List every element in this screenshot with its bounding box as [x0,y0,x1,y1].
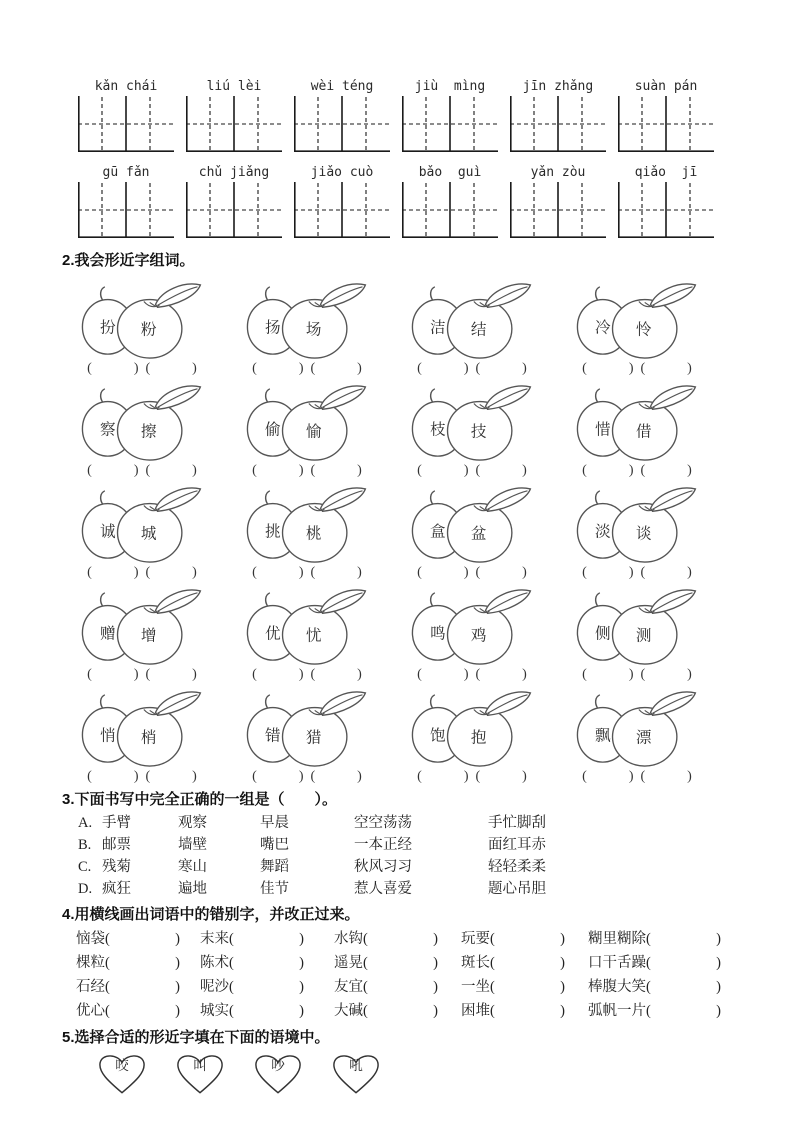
option-row [78,812,753,834]
pinyin-item [186,164,282,238]
answer-parens: ( ) ( ) [417,667,527,682]
similar-char-pair [227,587,387,683]
pinyin-label: jiǎo cuò [310,165,374,180]
similar-char-pair [227,689,387,785]
typo-word: 困堆 [461,1003,490,1019]
writing-grid [618,182,714,238]
option-row [78,856,753,878]
pair-right-char: 愉 [305,423,322,441]
pinyin-label: jīn zhǎng [522,79,594,94]
typo-word: 棒腹大笑 [588,979,646,995]
pair-right-char: 粉 [140,321,157,339]
answer-blank: ( ) [646,979,721,995]
typo-cell [200,999,334,1023]
pinyin-row-2 [78,164,753,238]
answer-blank: ( ) [363,931,438,947]
typo-cell [334,927,461,951]
apple-pair-graphic [62,383,214,461]
similar-char-pair [62,383,222,479]
typo-section [76,927,753,1023]
apple-pair-graphic [227,485,379,563]
left-apple-stem-icon [430,695,434,709]
option-row [78,878,753,900]
pairs-section [62,281,753,785]
answer-blank: ( ) [229,1003,304,1019]
typo-cell [76,927,200,951]
similar-char-pair [392,383,552,479]
typo-row [76,999,753,1023]
typo-word: 水钩 [334,931,363,947]
answer-blank: ( ) [490,931,565,947]
typo-cell [200,951,334,975]
pinyin-label: wèi téng [310,79,374,94]
left-apple-stem-icon [430,389,434,403]
pair-left-char: 盒 [429,523,446,541]
left-apple-stem-icon [100,389,104,403]
answer-blank: ( ) [105,1003,180,1019]
pair-right-char: 鸡 [470,627,487,645]
typo-word: 大碱 [334,1003,363,1019]
typo-word: 呢沙 [200,979,229,995]
answer-parens: ( ) ( ) [582,463,692,478]
option-word: 残菊 [102,859,131,875]
pair-right-char: 结 [470,321,487,339]
left-apple-stem-icon [430,491,434,505]
answer-parens: ( ) ( ) [87,769,197,784]
answer-parens: ( ) ( ) [417,463,527,478]
pair-left-char: 挑 [264,523,281,541]
apple-pair-graphic [557,383,709,461]
option-word: 邮票 [102,837,131,853]
left-apple-stem-icon [430,287,434,301]
pair-left-char: 惜 [594,421,611,439]
option-word: 舞蹈 [260,859,289,875]
pinyin-item [78,164,174,238]
typo-cell [76,951,200,975]
pinyin-item [402,78,498,152]
option-word: 一本正经 [354,837,412,853]
typo-cell [334,975,461,999]
pair-left-char: 扮 [99,319,116,337]
section3-title: 3.下面书写中完全正确的一组是（ ）。 [62,791,338,808]
answer-blank: ( ) [490,979,565,995]
typo-row [76,927,753,951]
typo-word: 口干舌躁 [588,955,646,971]
similar-char-pair [62,587,222,683]
answer-blank: ( ) [646,1003,721,1019]
pinyin-label: suàn pán [634,79,698,94]
apple-pair-graphic [227,383,379,461]
typo-word: 优心 [76,1003,105,1019]
typo-word: 城实 [200,1003,229,1019]
pair-left-char: 枝 [429,421,446,439]
option-word: 墙壁 [178,837,207,853]
answer-parens: ( ) ( ) [252,667,362,682]
heart-char: 吵 [271,1057,285,1073]
option-label: D. [78,881,93,897]
similar-char-pair [557,587,717,683]
left-apple-stem-icon [100,287,104,301]
pair-right-char: 盆 [470,525,487,543]
left-apple-stem-icon [595,491,599,505]
typo-word: 恼袋 [76,931,105,947]
apple-pair-graphic [557,485,709,563]
typo-cell [461,999,588,1023]
pinyin-section [78,78,753,238]
writing-grid [510,182,606,238]
left-apple-stem-icon [100,491,104,505]
answer-blank: ( ) [229,931,304,947]
pair-left-char: 察 [99,421,116,439]
answer-parens: ( ) ( ) [252,361,362,376]
section2-title: 2.我会形近字组词。 [62,252,195,269]
option-word: 疯狂 [102,881,131,897]
heart-choice [330,1052,382,1096]
option-word: 空空荡荡 [354,815,412,831]
answer-blank: ( ) [105,931,180,947]
answer-blank: ( ) [105,955,180,971]
option-label: C. [78,859,92,875]
heart-char: 叫 [193,1057,207,1073]
pinyin-item [510,164,606,238]
typo-cell [588,999,753,1023]
pair-right-char: 梢 [140,729,157,747]
left-apple-stem-icon [100,593,104,607]
pair-right-char: 忧 [305,627,322,645]
similar-char-pair [227,383,387,479]
answer-blank: ( ) [646,955,721,971]
writing-grid [186,182,282,238]
typo-cell [588,951,753,975]
similar-char-pair [62,689,222,785]
pinyin-label: jiù mìng [414,79,486,94]
similar-char-pair [557,281,717,377]
pair-left-char: 侧 [594,625,611,643]
answer-parens: ( ) ( ) [582,769,692,784]
typo-cell [461,951,588,975]
apple-pair-graphic [392,689,544,767]
pair-right-char: 增 [140,627,157,645]
apple-pair-graphic [392,383,544,461]
pinyin-label: gū fǎn [102,165,150,180]
pinyin-label: yǎn zòu [530,165,586,180]
answer-blank: ( ) [646,931,721,947]
pair-right-char: 擦 [140,423,157,441]
pinyin-item [618,164,714,238]
writing-grid [294,182,390,238]
similar-char-pair [227,485,387,581]
typo-cell [76,999,200,1023]
pair-right-char: 漂 [635,729,652,747]
left-apple-stem-icon [265,593,269,607]
pinyin-label: kǎn chái [94,79,158,94]
heart-choice [174,1052,226,1096]
option-word: 手臂 [102,815,131,831]
writing-grid [294,96,390,152]
similar-char-pair [392,485,552,581]
option-word: 佳节 [260,881,289,897]
apple-pair-graphic [227,587,379,665]
similar-char-pair [557,383,717,479]
option-word: 遍地 [178,881,207,897]
heart-char: 咬 [115,1057,129,1073]
apple-pair-graphic [62,485,214,563]
left-apple-stem-icon [595,695,599,709]
pinyin-item [186,78,282,152]
option-word: 观察 [178,815,207,831]
pair-right-char: 桃 [305,525,322,543]
answer-blank: ( ) [490,1003,565,1019]
similar-char-pair [62,281,222,377]
typo-cell [76,975,200,999]
apple-pair-graphic [392,281,544,359]
answer-parens: ( ) ( ) [252,565,362,580]
apple-pair-graphic [557,587,709,665]
typo-word: 玩要 [461,931,490,947]
typo-word: 石经 [76,979,105,995]
typo-word: 遥晃 [334,955,363,971]
answer-parens: ( ) ( ) [417,361,527,376]
pair-right-char: 抱 [470,729,487,747]
option-word: 秋风习习 [354,859,412,875]
typo-cell [200,975,334,999]
pinyin-item [618,78,714,152]
similar-char-pair [392,281,552,377]
writing-grid [78,96,174,152]
left-apple-stem-icon [430,593,434,607]
pair-left-char: 诚 [99,523,116,541]
pair-left-char: 洁 [429,319,446,337]
answer-parens: ( ) ( ) [87,463,197,478]
pair-left-char: 赠 [99,625,116,643]
option-word: 惹人喜爱 [354,881,412,897]
typo-word: 友宜 [334,979,363,995]
pinyin-item [294,164,390,238]
pair-left-char: 悄 [99,727,116,745]
pair-left-char: 扬 [264,319,281,337]
answer-parens: ( ) ( ) [87,667,197,682]
typo-word: 斑长 [461,955,490,971]
apple-pair-graphic [227,281,379,359]
pair-right-char: 城 [140,525,157,543]
pair-right-char: 猎 [305,729,322,747]
pinyin-row-1 [78,78,753,152]
typo-cell [461,975,588,999]
apple-pair-graphic [557,689,709,767]
left-apple-stem-icon [595,287,599,301]
option-label: A. [78,815,93,831]
typo-cell [334,999,461,1023]
answer-parens: ( ) ( ) [252,769,362,784]
typo-word: 弧帆一片 [588,1003,646,1019]
answer-parens: ( ) ( ) [252,463,362,478]
answer-parens: ( ) ( ) [87,361,197,376]
pair-right-char: 测 [635,627,652,645]
similar-char-pair [62,485,222,581]
section4-title: 4.用横线画出词语中的错别字，并改正过来。 [62,906,360,923]
heart-char: 吼 [349,1057,363,1073]
pair-left-char: 错 [264,727,281,745]
pinyin-item [510,78,606,152]
left-apple-stem-icon [265,491,269,505]
apple-pair-graphic [557,281,709,359]
hearts-row [96,1052,753,1096]
answer-blank: ( ) [490,955,565,971]
answer-blank: ( ) [363,1003,438,1019]
similar-char-pair [392,689,552,785]
apple-pair-graphic [62,587,214,665]
apple-pair-graphic [392,485,544,563]
typo-cell [334,951,461,975]
pair-right-char: 怜 [635,321,652,339]
option-word: 嘴巴 [260,837,289,853]
apple-pair-graphic [227,689,379,767]
pair-left-char: 飘 [594,727,611,745]
typo-cell [588,975,753,999]
pinyin-label: qiǎo jī [634,165,698,180]
left-apple-stem-icon [595,593,599,607]
answer-parens: ( ) ( ) [417,769,527,784]
writing-grid [186,96,282,152]
typo-row [76,975,753,999]
answer-blank: ( ) [363,979,438,995]
typo-word: 末来 [200,931,229,947]
left-apple-stem-icon [265,287,269,301]
heart-choice [252,1052,304,1096]
similar-char-pair [392,587,552,683]
typo-row [76,951,753,975]
apple-pair-graphic [392,587,544,665]
option-label: B. [78,837,92,853]
pair-right-char: 借 [635,423,652,441]
pinyin-label: chǔ jiǎng [198,165,270,180]
left-apple-stem-icon [595,389,599,403]
typo-word: 陈术 [200,955,229,971]
heart-choice [96,1052,148,1096]
answer-blank: ( ) [229,955,304,971]
option-word: 题心吊胆 [488,881,546,897]
answer-parens: ( ) ( ) [417,565,527,580]
answer-parens: ( ) ( ) [582,667,692,682]
apple-pair-graphic [62,281,214,359]
writing-grid [402,96,498,152]
pair-left-char: 偷 [264,421,281,439]
pinyin-item [402,164,498,238]
answer-parens: ( ) ( ) [87,565,197,580]
left-apple-stem-icon [265,695,269,709]
pair-left-char: 鸣 [429,625,446,643]
typo-word: 一坐 [461,979,490,995]
left-apple-stem-icon [265,389,269,403]
left-apple-stem-icon [100,695,104,709]
answer-blank: ( ) [229,979,304,995]
writing-grid [402,182,498,238]
options-list [78,812,753,900]
option-word: 寒山 [178,859,207,875]
typo-cell [588,927,753,951]
pinyin-item [294,78,390,152]
similar-char-pair [557,689,717,785]
answer-blank: ( ) [105,979,180,995]
pair-left-char: 饱 [429,727,446,745]
typo-word: 棵粒 [76,955,105,971]
pinyin-item [78,78,174,152]
pair-right-char: 场 [305,321,322,339]
answer-blank: ( ) [363,955,438,971]
pair-left-char: 优 [264,625,281,643]
answer-parens: ( ) ( ) [582,565,692,580]
apple-pair-graphic [62,689,214,767]
pinyin-label: liú lèi [206,79,262,94]
writing-grid [510,96,606,152]
answer-parens: ( ) ( ) [582,361,692,376]
pair-right-char: 谈 [635,525,652,543]
option-word: 手忙脚刮 [488,815,546,831]
option-row [78,834,753,856]
writing-grid [618,96,714,152]
pair-left-char: 冷 [594,319,611,337]
option-word: 面红耳赤 [488,837,546,853]
option-word: 轻轻柔柔 [488,859,546,875]
typo-cell [461,927,588,951]
section5-title: 5.选择合适的形近字填在下面的语境中。 [62,1029,330,1046]
pair-right-char: 技 [470,423,487,441]
typo-word: 糊里糊除 [588,931,646,947]
pinyin-label: bǎo guì [418,165,482,180]
writing-grid [78,182,174,238]
option-word: 早晨 [260,815,289,831]
typo-cell [200,927,334,951]
pair-left-char: 淡 [594,523,611,541]
similar-char-pair [227,281,387,377]
similar-char-pair [557,485,717,581]
